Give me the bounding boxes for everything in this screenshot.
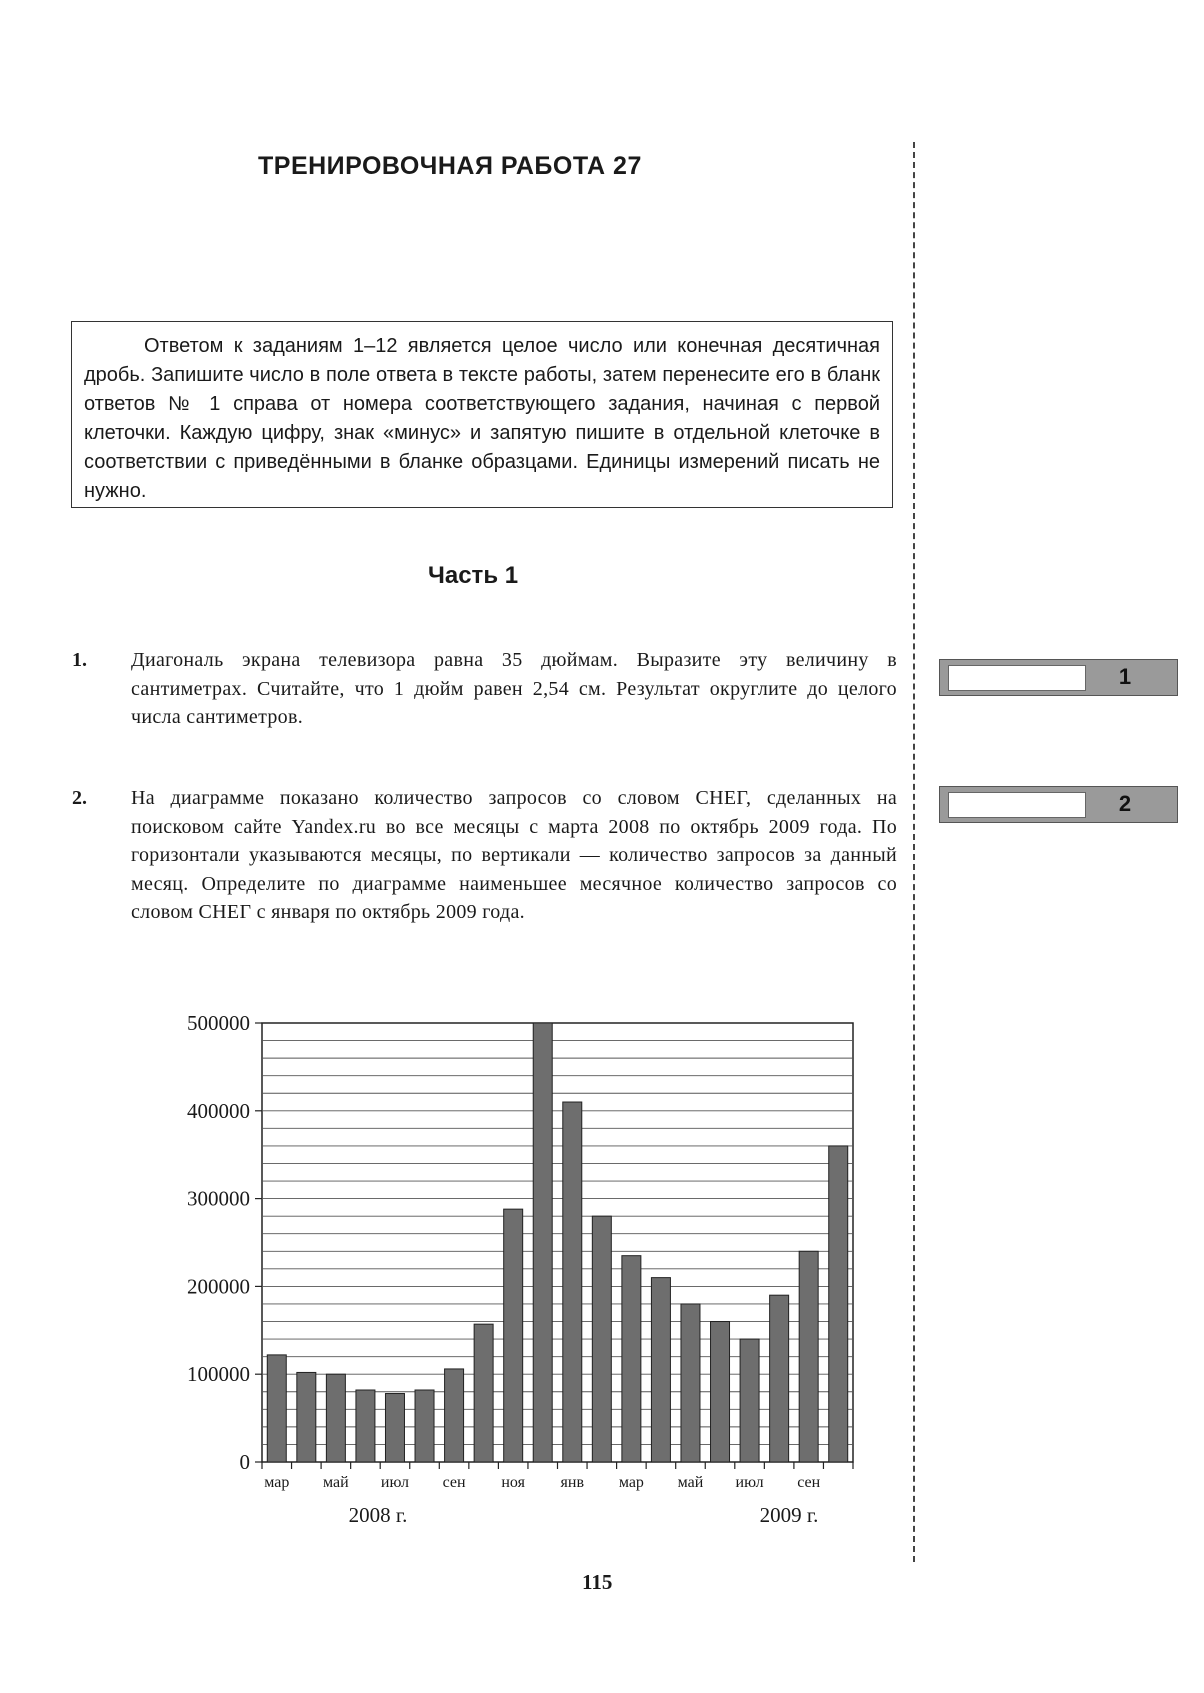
bar-4 — [385, 1394, 404, 1462]
bar-2 — [326, 1374, 345, 1462]
year-label: 2009 г. — [759, 1503, 819, 1527]
bar-18 — [799, 1251, 818, 1462]
x-tick-label: ноя — [501, 1474, 525, 1491]
y-tick-label: 500000 — [187, 1011, 250, 1035]
plot-area — [262, 1023, 853, 1462]
bar-6 — [445, 1369, 464, 1462]
page-title: ТРЕНИРОВОЧНАЯ РАБОТА 27 — [258, 152, 642, 180]
x-tick-label: июл — [380, 1474, 410, 1491]
bar-15 — [711, 1322, 730, 1462]
x-tick-label: янв — [560, 1474, 585, 1491]
task-text: Диагональ экрана телевизора равна 35 дюймам. Выразите эту величину в сантиметрах. Считайте, что 1 дюйм равен 2,54 см. Результат округлите до целого числа сантиметров. — [131, 649, 897, 728]
bar-17 — [770, 1295, 789, 1462]
bar-16 — [740, 1339, 759, 1462]
bar-8 — [504, 1209, 523, 1462]
answer-label-2: 2 — [1118, 791, 1132, 816]
bar-1 — [297, 1372, 316, 1462]
instructions-text: Ответом к заданиям 1–12 является целое число или конечная десятичная дробь. Запишите число в поле ответа в тексте работы, затем перенесите его в бланк ответов № 1 справа от номера соответствующего задания, начиная с первой клеточки. Каждую цифру, знак «минус» и запятую пишите в отдельной клеточке в соответствии с приведёнными в бланке образцами. Единицы измерений писать не нужно. — [84, 335, 880, 502]
y-tick-label: 100000 — [187, 1362, 250, 1387]
y-tick-label: 400000 — [187, 1098, 250, 1123]
part-title: Часть 1 — [428, 562, 519, 589]
y-tick-label: 0 — [239, 1450, 250, 1474]
bar-11 — [592, 1216, 611, 1462]
x-tick-label: сен — [442, 1474, 466, 1491]
x-tick-label: мар — [618, 1474, 644, 1491]
x-tick-label: май — [677, 1474, 704, 1491]
task-number: 2. — [72, 787, 87, 809]
bar-12 — [622, 1256, 641, 1462]
y-tick-label: 300000 — [187, 1186, 250, 1211]
x-tick-label: мар — [264, 1474, 290, 1491]
bar-10 — [563, 1102, 582, 1462]
task-number: 1. — [72, 649, 87, 671]
y-tick-label: 200000 — [187, 1274, 250, 1299]
bar-5 — [415, 1390, 434, 1462]
year-label: 2008 г. — [348, 1503, 408, 1527]
bar-9 — [533, 1023, 552, 1462]
bar-19 — [829, 1146, 848, 1462]
x-tick-label: июл — [735, 1474, 764, 1491]
x-tick-label: май — [323, 1474, 349, 1491]
answer-label-1: 1 — [1118, 664, 1132, 689]
x-tick-label: сен — [797, 1474, 821, 1491]
bar-13 — [651, 1278, 670, 1462]
task-text: На диаграмме показано количество запросов со словом СНЕГ, сделанных на поисковом сайте Yandex.ru во все месяцы с марта 2008 по октябрь 2009 года. По горизонтали указываются месяцы, по вертикали — количество запросов за данный месяц. Определите по диаграмме наименьшее месячное количество запросов со словом СНЕГ с января по октябрь 2009 года. — [131, 787, 897, 923]
bar-7 — [474, 1324, 493, 1462]
bar-14 — [681, 1304, 700, 1462]
page-number: 115 — [582, 1570, 613, 1594]
bar-0 — [267, 1355, 286, 1462]
bar-3 — [356, 1390, 375, 1462]
